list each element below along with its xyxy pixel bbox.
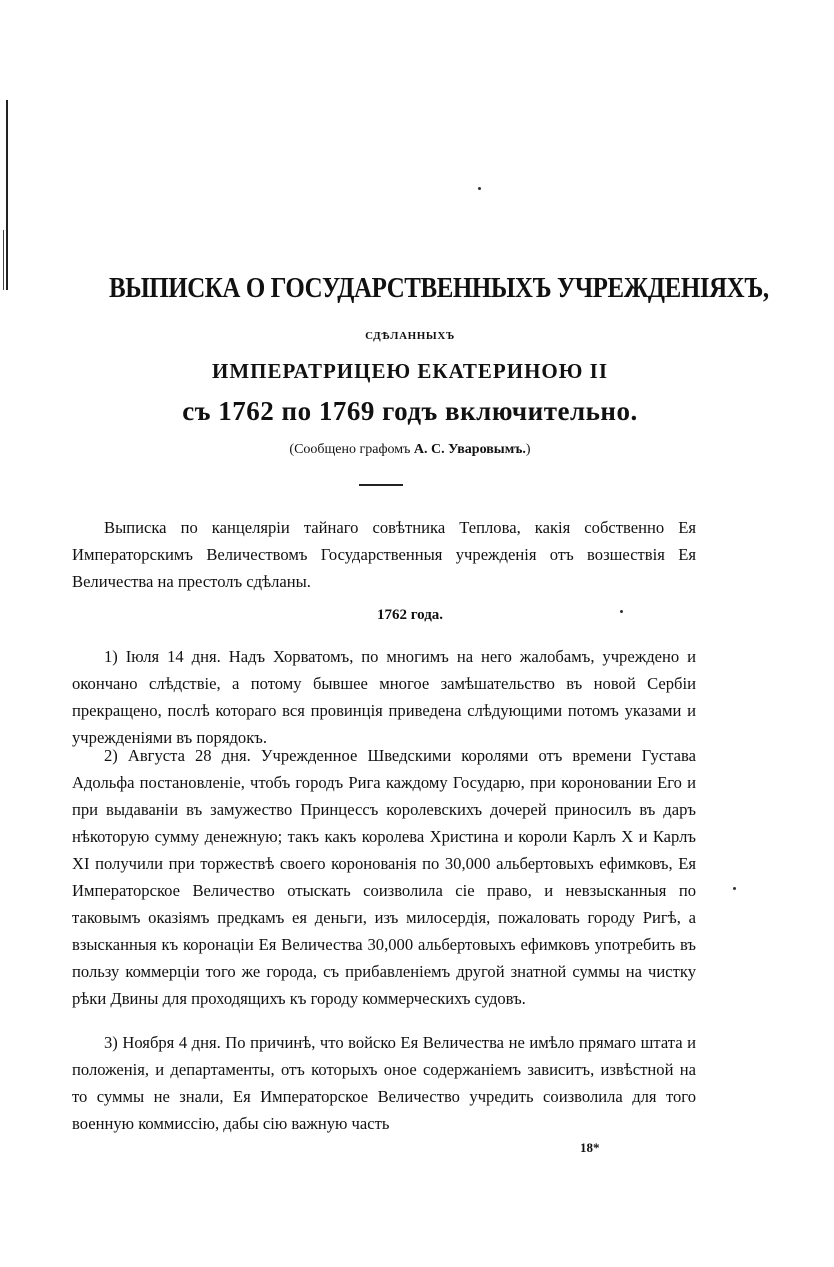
scan-speck	[478, 187, 481, 190]
scan-speck	[733, 887, 736, 890]
subtitle-years: съ 1762 по 1769 годъ включительно.	[182, 396, 638, 426]
scan-edge-line-secondary	[3, 230, 4, 290]
separator-rule	[359, 484, 403, 486]
paragraph-3: 3) Ноября 4 дня. По причинѣ, что войско Ея Величества не имѣло прямаго штата и положенія, и департаменты, отъ которыхъ оное содержаніемъ зависитъ, извѣстной на то суммы не знали, Ея Императорское Величество учредить соизволила для того военную коммиссію, дабы сію важную часть	[72, 1033, 696, 1133]
attribution	[60, 442, 760, 458]
attribution-name: А. С. Уваровымъ.	[413, 442, 526, 457]
page-number: 18*	[580, 1140, 600, 1155]
document-title: ВЫПИСКА О ГОСУДАРСТВЕННЫХЪ УЧРЕЖДЕНІЯХЪ,	[109, 272, 769, 304]
attribution-suffix: )	[525, 442, 531, 457]
year-heading: 1762 года.	[376, 607, 444, 623]
subtitle-empress: ИМПЕРАТРИЦЕЮ ЕКАТЕРИНОЮ II	[211, 359, 608, 383]
subtitle-small: СДѢЛАННЫХЪ	[365, 330, 455, 342]
scan-edge-line	[6, 100, 8, 290]
paragraph-2: 2) Августа 28 дня. Учрежденное Шведскими королями отъ времени Густава Адольфа постановленіе, чтобъ городъ Рига каждому Государю, при короновании Его и при выдаваніи въ замужество Принцессъ королевскихъ дочерей приносилъ въ даръ нѣкоторую сумму денежную; такъ какъ королева Христина и короли Карлъ X и Карлъ XI получили при торжествѣ своего коронованія по 30,000 альбертовыхъ ефимковъ, Ея Императорское Величество отыскать соизволила сіе право, и невзысканныя по таковымъ оказіямъ предкамъ ея деньги, изъ милосердія, пожаловать городу Ригѣ, а взысканныя къ коронаціи Ея Величества 30,000 альбертовыхъ ефимковъ употребить въ пользу коммерціи того же города, съ прибавленіемъ другой знатной суммы на чистку рѣки Двины для проходящихъ къ городу коммерческихъ судовъ.	[72, 746, 696, 1008]
intro-paragraph: Выписка по канцеляріи тайнаго совѣтника Теплова, какія собственно Ея Императорскимъ Величествомъ Государственныя учрежденія отъ возшествія Ея Величества на престолъ сдѣланы.	[72, 518, 696, 591]
attribution-prefix: (Сообщено графомъ	[289, 442, 411, 457]
paragraph-1: 1) Іюля 14 дня. Надъ Хорватомъ, по многимъ на него жалобамъ, учреждено и окончано слѣдствіе, а потому бывшее многое замѣшательство въ новой Сербіи прекращено, послѣ котораго вся провинція приведена слѣдующими потомъ указами и учрежденіями въ порядокъ.	[72, 647, 696, 747]
